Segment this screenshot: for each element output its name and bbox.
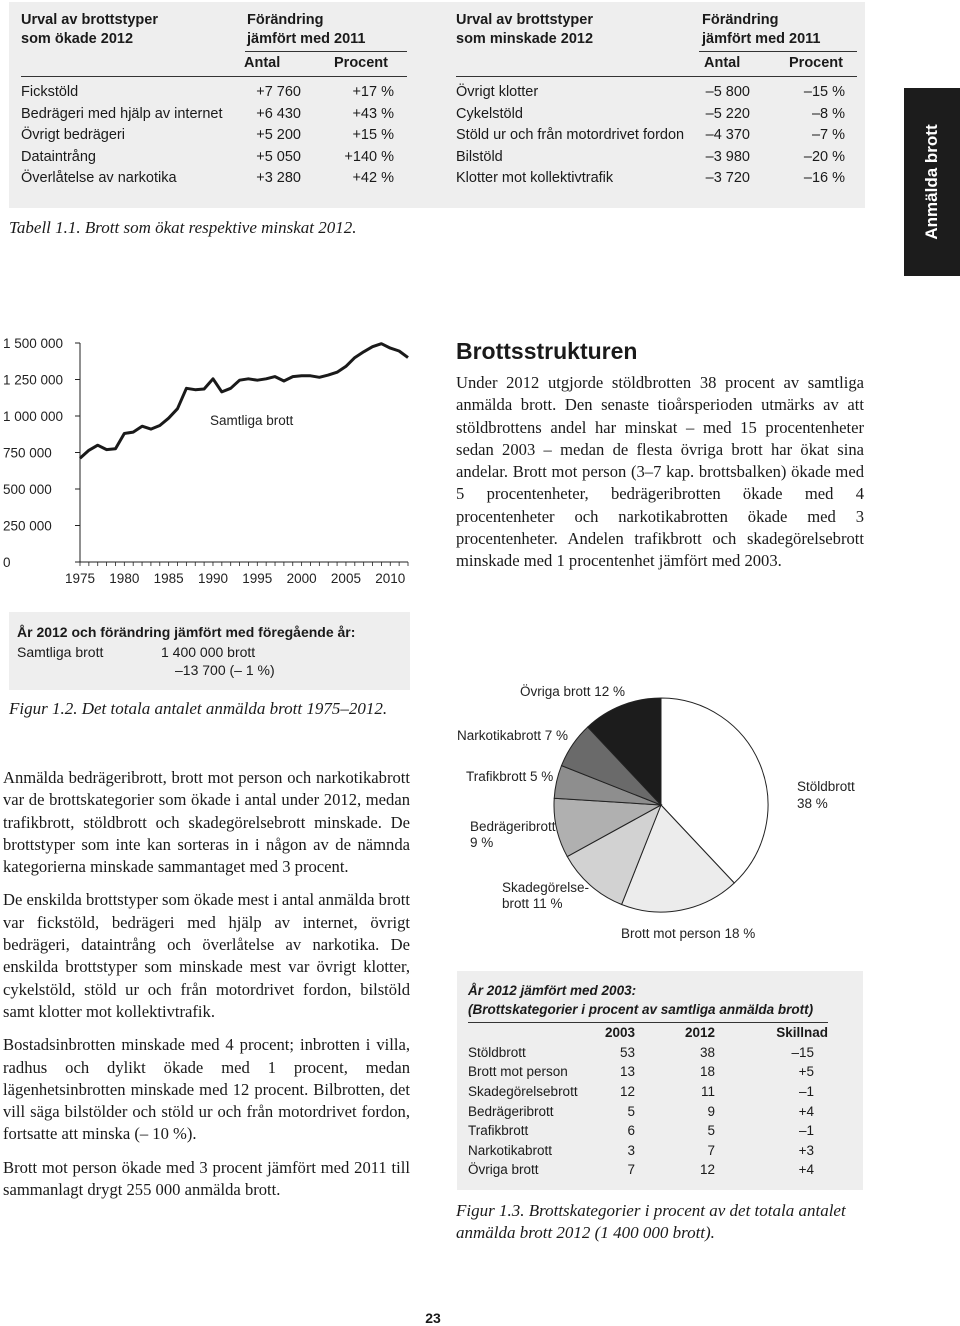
divider (21, 76, 407, 77)
row-name: Cykelstöld (456, 105, 523, 122)
table-row (468, 1043, 828, 1063)
pie-label-ovriga: Övriga brott 12 % (520, 684, 626, 699)
fig12-box-label: Samtliga brott (17, 644, 104, 660)
divider (699, 51, 857, 52)
pie-label-person: Brott mot person 18 % (621, 926, 756, 941)
right-header-line2: som minskade 2012 (456, 31, 594, 47)
y-tick-label: 1 250 000 (3, 372, 64, 388)
increased-list (21, 82, 407, 190)
row-name: Övrigt bedrägeri (21, 127, 125, 144)
table-row (456, 168, 857, 190)
table-row (21, 168, 407, 190)
cell: 6 (627, 1123, 635, 1139)
row-procent: +15 % (352, 127, 394, 144)
fig12-box-change: –13 700 (– 1 %) (175, 662, 275, 678)
x-tick-label: 2000 (286, 571, 317, 586)
cell: Trafikbrott (468, 1123, 529, 1139)
row-antal: +5 200 (256, 127, 301, 144)
row-procent: –7 % (811, 127, 845, 144)
cell: 38 (699, 1044, 715, 1060)
header-cell: 2012 (684, 1025, 715, 1041)
cell: +4 (798, 1103, 814, 1119)
row-name: Överlåtelse av narkotika (21, 170, 177, 187)
cell: 5 (707, 1123, 715, 1139)
row-antal: –5 220 (705, 105, 750, 122)
x-tick-label: 2005 (330, 571, 361, 586)
cell: –1 (798, 1084, 814, 1100)
table-row (456, 147, 857, 169)
row-antal: +3 280 (256, 170, 301, 187)
fig13-caption: Figur 1.3. Brottskategorier i procent av det totala antalet anmälda brott 2012 (1 400 000 brott). (456, 1201, 846, 1242)
cell: 13 (619, 1064, 635, 1080)
table-row (456, 104, 857, 126)
right-change-header (702, 11, 820, 49)
left-header (21, 11, 158, 49)
y-tick-label: 500 000 (3, 482, 52, 497)
row-antal: +5 050 (256, 148, 301, 165)
pie-label-narkotika: Narkotikabrott 7 % (457, 728, 569, 743)
series (80, 344, 408, 459)
x-axis (65, 562, 408, 586)
pie-label-skadegorelse-pct: brott 11 % (502, 896, 563, 911)
y-tick-label: 1 000 000 (3, 409, 64, 424)
pie-label-stold: Stöldbrott (797, 779, 855, 794)
fig13-title: År 2012 jämfört med 2003: (468, 983, 637, 998)
fig12-box-title: År 2012 och förändring jämfört med föregående år: (17, 624, 356, 640)
y-tick-label: 750 000 (3, 445, 52, 461)
pie-label-stold-pct: 38 % (797, 796, 828, 811)
right-header (456, 11, 593, 49)
fig12-caption: Figur 1.2. Det totala antalet anmälda brott 1975–2012. (9, 699, 388, 718)
cell: –15 (791, 1044, 814, 1060)
table-row (468, 1101, 828, 1121)
row-antal: +6 430 (256, 105, 301, 122)
table-row (468, 1082, 828, 1102)
table-row (468, 1062, 828, 1082)
row-antal: +7 760 (256, 84, 301, 100)
pie-label-trafik: Trafikbrott 5 % (466, 769, 554, 784)
row-procent: –15 % (803, 84, 845, 100)
divider (245, 51, 407, 52)
cell: Brott mot person (468, 1064, 568, 1080)
cell: Övriga brott (468, 1162, 539, 1178)
table-header-row (468, 1023, 828, 1043)
section-paragraph: Under 2012 utgjorde stöldbrotten 38 procent av samtliga anmälda brott. Den senaste tioårsperioden utmärks av att stöldbrottens andel har minskat – med 15 procentenheter sedan 2003 – medan de flesta övriga brott har ökat sina andelar. Brott mot person (3–7 kap. brottsbalken) ökade med 5 procentenheter, bedrägeribrotten ökade med 4 procentenheter och narkotikabrotten ökade med 3 procentenheter. Andelen trafikbrott och skadegörelsebrott minskade med 1 procentenhet jämfört med 2003. (456, 373, 864, 571)
pie-label-bedrageri: Bedrägeribrott (470, 819, 556, 834)
right-header-line1: Urval av brottstyper (456, 12, 593, 28)
cell: 5 (627, 1103, 635, 1119)
table-row (21, 147, 407, 169)
y-tick-label: 250 000 (3, 518, 52, 534)
row-antal: –4 370 (705, 127, 750, 144)
change-header-line2: jämfört med 2011 (247, 31, 366, 47)
left-header-line2: som ökade 2012 (21, 31, 134, 47)
fig12-box (9, 612, 410, 690)
fig13-subtitle: (Brottskategorier i procent av samtliga anmälda brott) (468, 1002, 814, 1017)
paragraph: Anmälda bedrägeribrott, brott mot person och narkotikabrott var de brottskategorier som ökade i antal under 2012, medan trafikbrott, stöldbrott och skadegörelsebrott minskade. De brottstyper som inte kan sorteras in i någon av de nämnda kategorierna minskade sammantaget med 3 procent. (3, 768, 410, 877)
decreased-list (456, 82, 857, 190)
paragraph: Bostadsinbrotten minskade med 4 procent; inbrotten i villa, radhus och dylikt ökade med 1 procent, medan lägenhetsinbrotten minskade med 12 procent. Bilbrotten, det vill säga bilstölder och stöld ur och från motordrivet fordon, fortsatte att minska (– 10 %). (3, 1035, 410, 1144)
cell: 11 (700, 1084, 715, 1100)
row-name: Fickstöld (21, 84, 79, 100)
table-row (456, 125, 857, 147)
row-procent: –8 % (811, 105, 845, 122)
table-1-1 (9, 2, 865, 208)
col-procent: Procent (334, 55, 388, 71)
table-row (21, 125, 407, 147)
cell: Stöldbrott (468, 1044, 526, 1060)
left-header-line1: Urval av brottstyper (21, 12, 158, 28)
cell: +3 (798, 1142, 814, 1158)
row-name: Bilstöld (456, 148, 503, 165)
row-name: Övrigt klotter (456, 84, 539, 100)
cell: 7 (627, 1162, 635, 1178)
change-header-line2: jämfört med 2011 (702, 31, 821, 47)
table-1-1-caption: Tabell 1.1. Brott som ökat respektive minskat 2012. (9, 218, 357, 237)
cell: 53 (619, 1044, 635, 1060)
left-body (3, 767, 410, 1201)
fig13-table (468, 1023, 828, 1180)
table-row (456, 82, 857, 104)
row-antal: –3 980 (705, 148, 750, 165)
cell: Skadegörelsebrott (468, 1084, 578, 1100)
series-line-samtliga-brott (80, 344, 408, 459)
row-name: Klotter mot kollektivtrafik (456, 170, 614, 187)
change-header-line1: Förändring (247, 12, 324, 28)
cell: 12 (699, 1162, 715, 1178)
col-procent: Procent (789, 55, 843, 71)
y-tick-label: 1 500 000 (3, 336, 64, 351)
header-cell: 2003 (604, 1025, 635, 1041)
pie-label-skadegorelse: Skadegörelse- (502, 880, 590, 895)
fig13-box (457, 971, 863, 1190)
side-tab (904, 88, 960, 276)
x-tick-label: 1995 (242, 571, 273, 586)
x-tick-label: 2010 (375, 571, 406, 586)
cell: +4 (798, 1162, 814, 1178)
cell: 3 (627, 1142, 635, 1158)
table-row (468, 1121, 828, 1141)
fig12-box-value: 1 400 000 brott (161, 644, 256, 660)
x-tick-label: 1990 (197, 571, 228, 586)
page-number: 23 (425, 1310, 441, 1326)
row-procent: +42 % (352, 170, 394, 187)
paragraph: Brott mot person ökade med 3 procent jämfört med 2011 till sammanlagt drygt 255 000 anmälda brott. (3, 1157, 410, 1200)
y-axis (3, 336, 80, 570)
row-name: Dataintrång (21, 148, 96, 165)
paragraph: De enskilda brottstyper som ökade mest i antal anmälda brott var fickstöld, bedrägeri med hjälp av internet, övrigt bedrägeri, dataintrång och överlåtelse av narkotika. De enskilda brottstyper som minskade mest var övrigt klotter, cykelstöld, stöld ur och från motordrivet fordon, bilstöld samt klotter mot kollektivtrafik. (3, 890, 410, 1021)
row-procent: +43 % (352, 105, 394, 122)
header-cell: Skillnad (776, 1025, 828, 1041)
x-tick-label: 1980 (109, 571, 140, 586)
pie-chart (440, 680, 880, 950)
row-procent: –20 % (803, 148, 845, 165)
col-antal: Antal (244, 55, 281, 71)
side-tab-label: Anmälda brott (922, 124, 941, 240)
x-tick-label: 1985 (153, 571, 184, 586)
table-row (468, 1160, 828, 1180)
divider (456, 76, 857, 77)
row-procent: +140 % (344, 148, 394, 165)
line-chart (0, 325, 420, 595)
cell: Bedrägeribrott (468, 1103, 554, 1119)
series-label: Samtliga brott (210, 413, 294, 428)
row-name: Stöld ur och från motordrivet fordon (456, 127, 685, 144)
cell: +5 (798, 1064, 814, 1080)
row-antal: –3 720 (705, 170, 750, 187)
cell: 9 (707, 1103, 715, 1119)
cell: 18 (699, 1064, 715, 1080)
row-procent: +17 % (352, 84, 394, 100)
cell: 7 (707, 1142, 715, 1158)
table-row (21, 82, 407, 104)
header-cell (468, 1023, 603, 1043)
table-row (21, 104, 407, 126)
row-antal: –5 800 (705, 84, 750, 100)
cell: Narkotikabrott (468, 1142, 553, 1158)
x-tick-label: 1975 (64, 571, 96, 586)
col-antal: Antal (704, 55, 741, 71)
table-row (468, 1141, 828, 1161)
cell: –1 (798, 1123, 814, 1139)
pie-label-bedrageri-pct: 9 % (470, 835, 494, 850)
cell: 12 (619, 1084, 635, 1100)
row-name: Bedrägeri med hjälp av internet (21, 105, 223, 122)
change-header-line1: Förändring (702, 12, 779, 28)
row-procent: –16 % (803, 170, 845, 187)
section-heading: Brottsstrukturen (456, 338, 638, 364)
left-change-header (247, 11, 365, 49)
y-tick-label: 0 (3, 555, 11, 570)
